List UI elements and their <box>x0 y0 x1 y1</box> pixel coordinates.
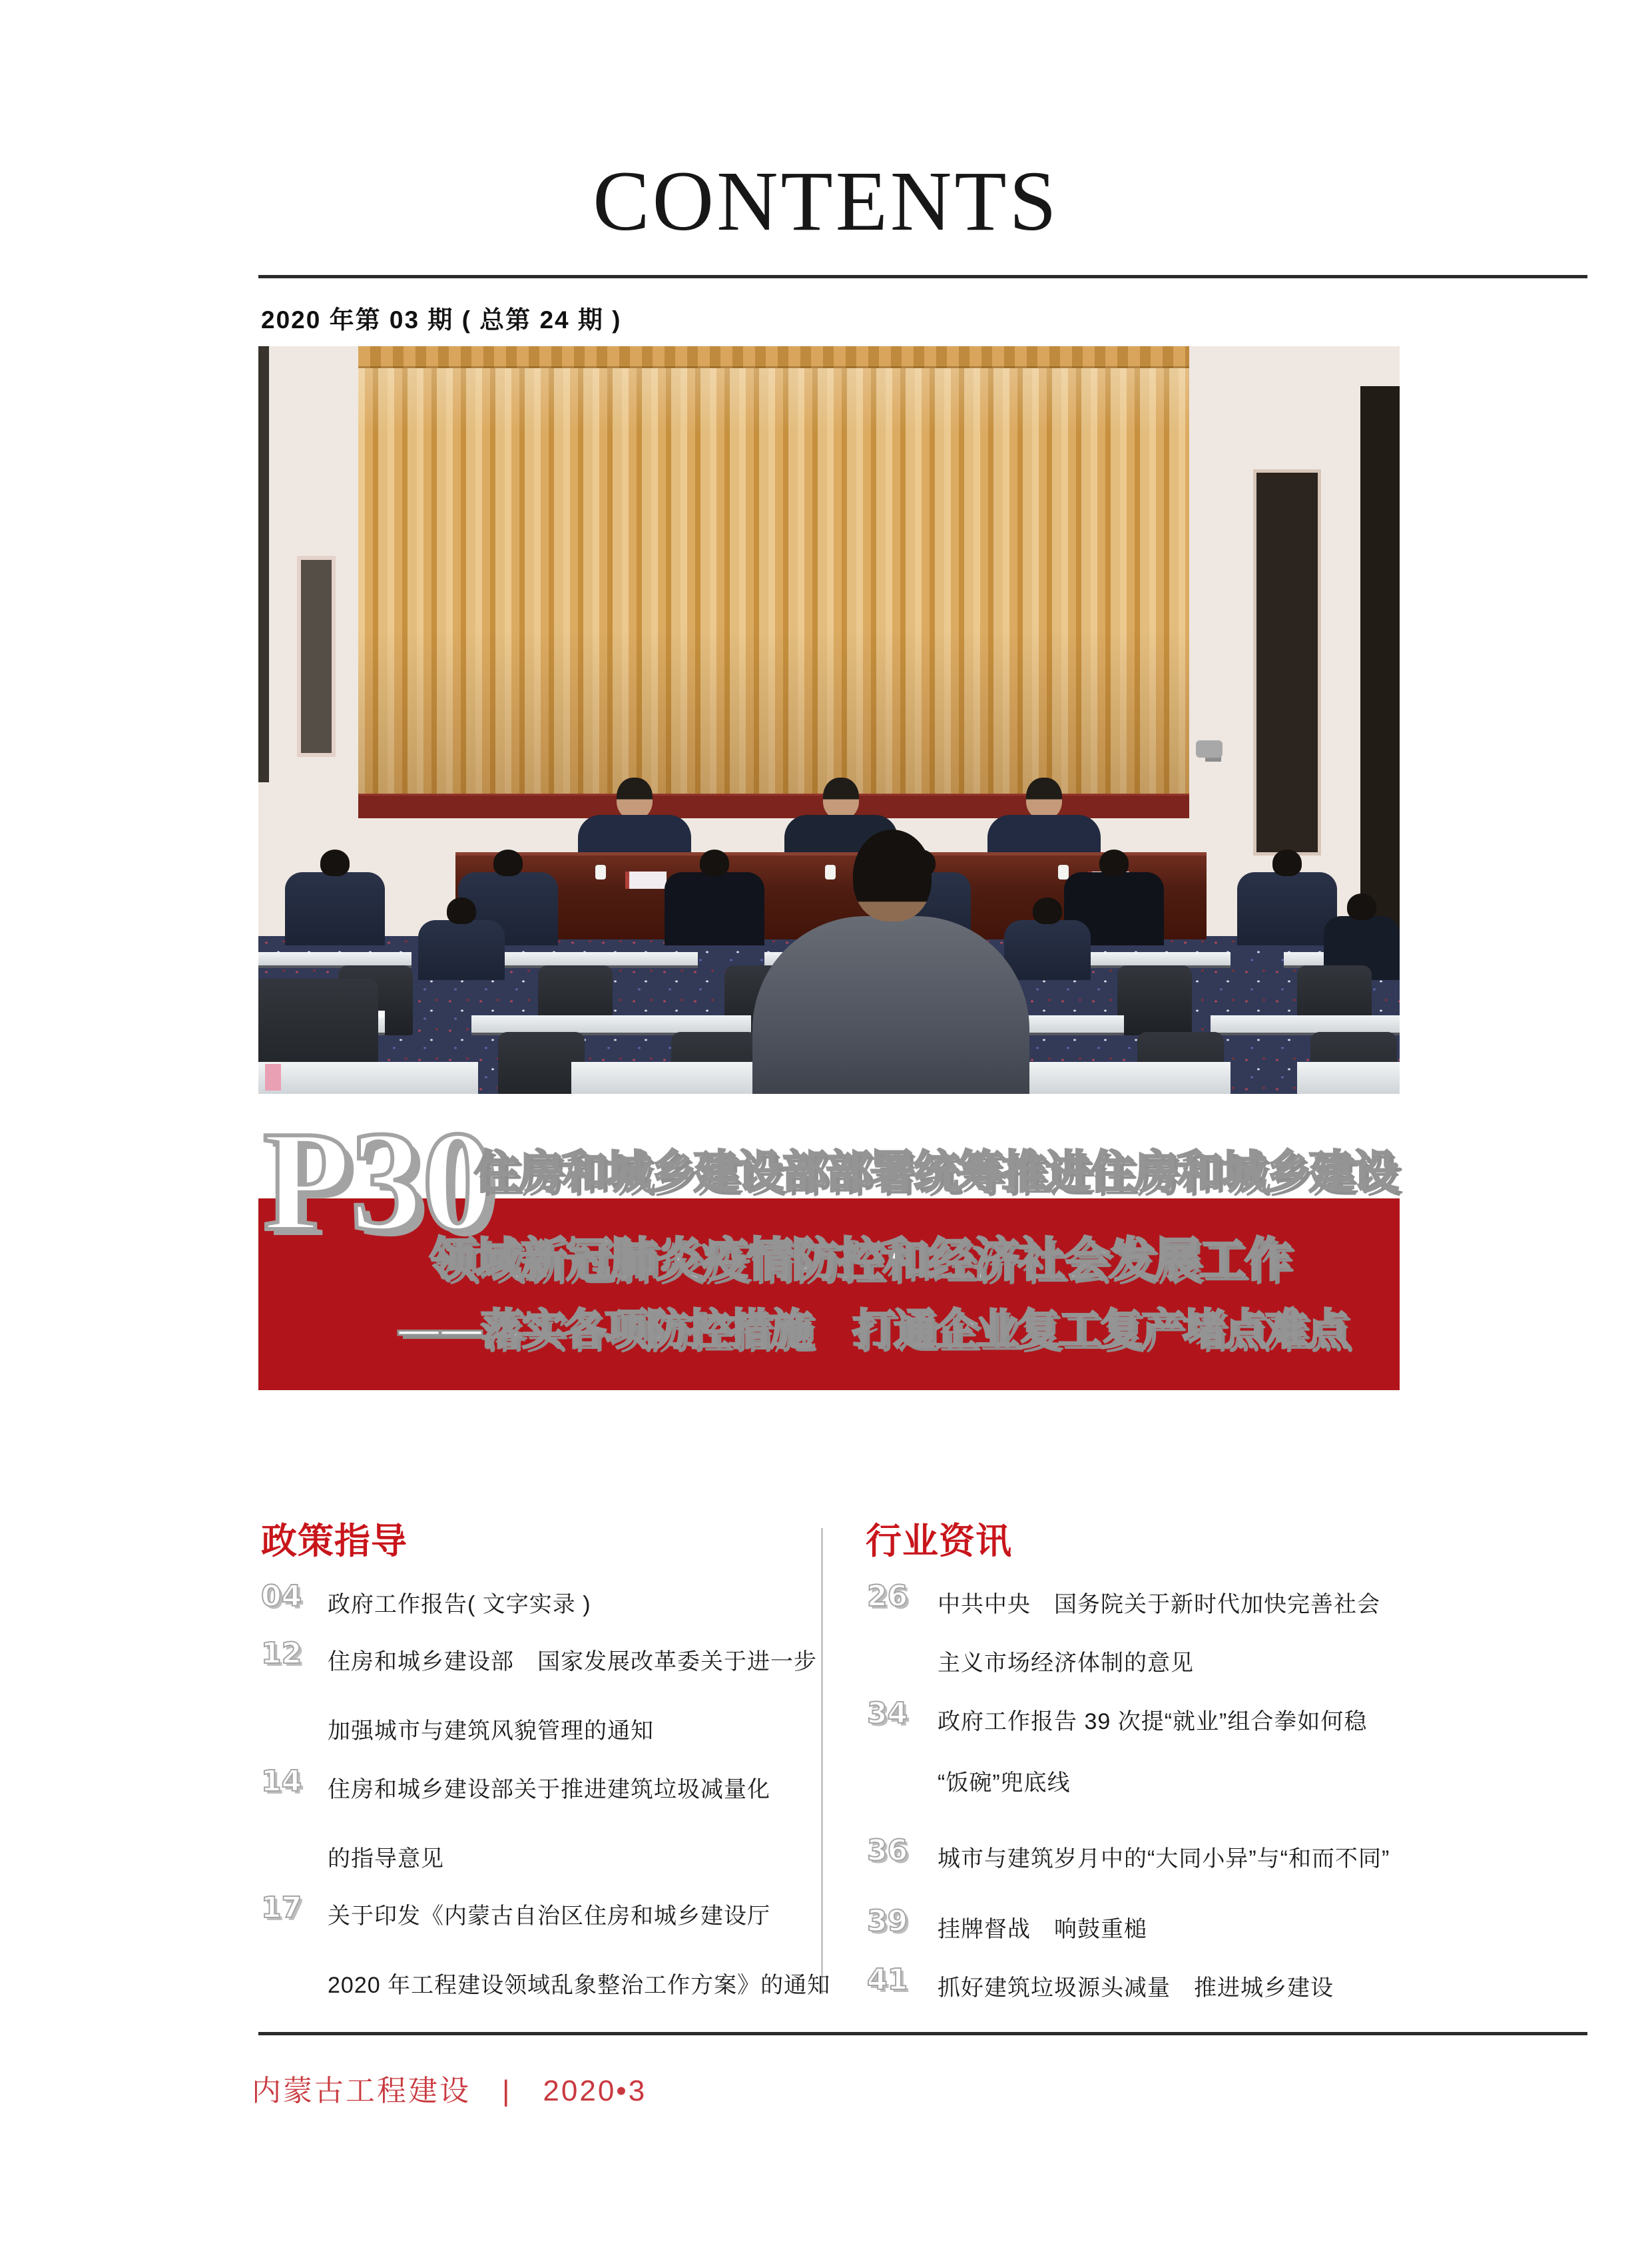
page-title: CONTENTS <box>593 154 1059 248</box>
teacup <box>595 865 606 879</box>
leader-head <box>617 778 653 819</box>
toc-page-number: 17 <box>261 1891 302 1925</box>
foreground-attendee-head <box>853 830 932 921</box>
section-header-industry: 行业资讯 <box>866 1521 1012 1561</box>
toc-page-number: 14 <box>261 1764 302 1798</box>
column-divider <box>821 1528 823 1994</box>
wall-camera <box>1196 740 1223 758</box>
toc-item-line: 的指导意见 <box>328 1846 444 1872</box>
left-wall-trim <box>258 346 269 782</box>
name-card <box>625 872 667 889</box>
toc-page-number: 34 <box>867 1696 908 1730</box>
feature-title-line1: 住房和城乡建设部部署统筹推进住房和城乡建设 <box>474 1147 1398 1198</box>
audience-figure <box>665 872 764 945</box>
chair <box>1117 965 1192 1035</box>
right-wall-panel <box>1360 386 1400 982</box>
meeting-photo <box>258 346 1400 1094</box>
toc-item-line: 中共中央 国务院关于新时代加快完善社会 <box>938 1592 1380 1617</box>
feature-title-line3: ——落实各项防控措施 打通企业复工复产堵点难点 <box>398 1306 1348 1354</box>
toc-item-line: 住房和城乡建设部关于推进建筑垃圾减量化 <box>328 1777 770 1802</box>
header-rule <box>258 275 1587 278</box>
leader-figure <box>578 778 691 863</box>
footer-rule <box>258 2032 1587 2035</box>
leader-head <box>1026 778 1062 819</box>
stage-curtain <box>358 346 1189 816</box>
toc-item-line: 加强城市与建筑风貌管理的通知 <box>328 1718 654 1744</box>
toc-item-line: 政府工作报告( 文字实录 ) <box>328 1592 591 1617</box>
desk <box>1297 1062 1400 1094</box>
leader-figure <box>987 778 1101 863</box>
toc-item-line: “饭碗”兜底线 <box>938 1770 1071 1796</box>
pink-name-card <box>265 1064 281 1091</box>
toc-page-number: 39 <box>867 1904 908 1938</box>
left-wall-window <box>297 556 336 757</box>
toc-item-line: 主义市场经济体制的意见 <box>938 1650 1194 1676</box>
toc-page-number: 41 <box>867 1963 908 1997</box>
desk <box>258 1062 478 1094</box>
audience-figure <box>1004 920 1091 980</box>
toc-item-line: 关于印发《内蒙古自治区住房和城乡建设厅 <box>328 1903 770 1929</box>
audience-figure <box>285 872 385 945</box>
right-wall-door <box>1253 469 1321 856</box>
audience-figure <box>418 920 505 980</box>
toc-page-number: 26 <box>867 1579 908 1613</box>
toc-page-number: 12 <box>261 1636 302 1670</box>
curtain-valance <box>358 346 1189 368</box>
feature-title-line2: 领域新冠肺炎疫情防控和经济社会发展工作 <box>429 1234 1290 1286</box>
toc-item-line: 2020 年工程建设领域乱象整治工作方案》的通知 <box>328 1973 831 1998</box>
toc-item-line: 城市与建筑岁月中的“大同小异”与“和而不同” <box>938 1846 1390 1872</box>
toc-page-number: 04 <box>261 1579 302 1613</box>
toc-page-number: 36 <box>867 1834 908 1868</box>
audience-figure <box>1237 872 1337 945</box>
leader-head <box>823 778 859 819</box>
teacup <box>1058 865 1069 879</box>
foreground-attendee <box>752 916 1029 1094</box>
toc-item-line: 挂牌督战 响鼓重槌 <box>938 1917 1147 1942</box>
feature-page-ref: P30 <box>263 1101 494 1260</box>
footer-journal-info: 内蒙古工程建设 | 2020•3 <box>252 2075 647 2107</box>
toc-item-line: 政府工作报告 39 次提“就业”组合拳如何稳 <box>938 1709 1368 1734</box>
section-header-policy: 政策指导 <box>261 1521 408 1561</box>
teacup <box>825 865 836 879</box>
issue-info: 2020 年第 03 期 ( 总第 24 期 ) <box>261 306 622 334</box>
toc-item-line: 抓好建筑垃圾源头减量 推进城乡建设 <box>938 1975 1334 2001</box>
toc-item-line: 住房和城乡建设部 国家发展改革委关于进一步 <box>328 1649 817 1674</box>
